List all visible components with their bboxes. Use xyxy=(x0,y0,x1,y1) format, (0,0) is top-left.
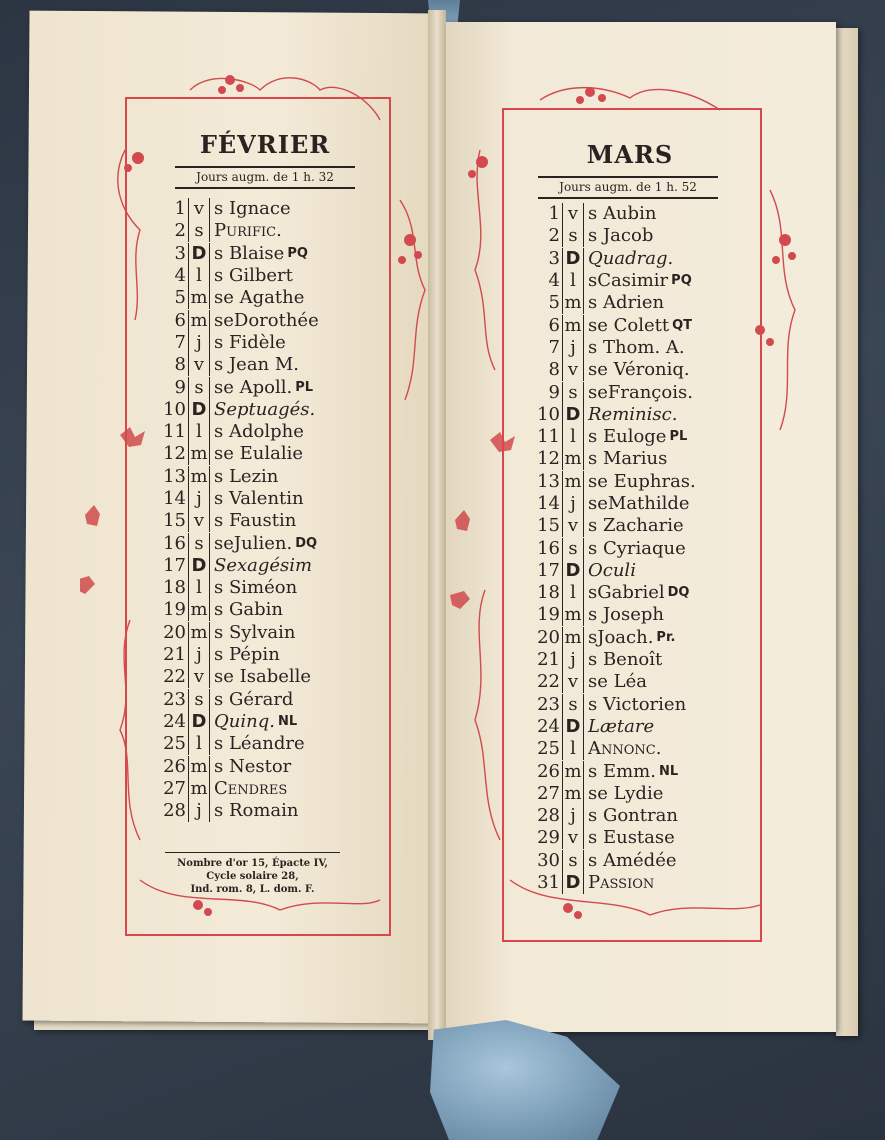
day-number: 7 xyxy=(548,336,560,358)
saint-name: s Euloge xyxy=(588,426,667,448)
saint-name: seJulien. xyxy=(214,532,293,554)
calendar-day-row xyxy=(534,649,696,671)
footer-line-3: Ind. rom. 8, L. dom. F. xyxy=(190,884,315,895)
saint-name: sJoach. xyxy=(588,626,654,648)
weekday-letter: m xyxy=(188,622,210,644)
calendar-day-row xyxy=(534,716,696,738)
saint-name: s Eustase xyxy=(588,827,675,849)
day-number: 14 xyxy=(537,493,560,514)
calendar-day-row xyxy=(160,622,319,644)
weekday-letter: s xyxy=(188,220,210,242)
calendar-day-row xyxy=(534,560,696,582)
calendar-day-row xyxy=(160,755,319,777)
weekday-letter: j xyxy=(188,644,210,666)
calendar-day-row xyxy=(534,694,696,716)
weekday-letter: j xyxy=(562,493,584,515)
calendar-day-row xyxy=(160,644,319,666)
day-number: 19 xyxy=(537,604,560,626)
weekday-letter: m xyxy=(562,471,584,493)
calendar-day-row xyxy=(160,243,319,265)
footer-line-1: Nombre d'or 15, Épacte IV, xyxy=(177,858,328,869)
calendar-day-row xyxy=(534,270,696,292)
saint-name: s Blaise xyxy=(214,242,285,264)
day-number: 20 xyxy=(537,626,560,648)
saint-name: Quinq. xyxy=(214,710,275,732)
saint-name: Lætare xyxy=(588,715,655,737)
right-month-title: MARS xyxy=(586,140,674,169)
calendar-day-row xyxy=(534,827,696,849)
calendar-day-row xyxy=(534,671,696,693)
weekday-letter: j xyxy=(188,488,210,510)
weekday-letter: s xyxy=(562,538,584,560)
calendar-day-row xyxy=(160,577,319,599)
saint-name: se Colett xyxy=(588,314,670,336)
weekday-letter: j xyxy=(188,332,210,354)
saint-name: s Joseph xyxy=(588,604,665,626)
ribbon-bookmark-bottom xyxy=(430,1020,620,1140)
calendar-day-row xyxy=(160,399,319,421)
saint-name: Annonc. xyxy=(588,738,662,760)
saint-name: s Siméon xyxy=(214,577,298,599)
calendar-day-row xyxy=(160,265,319,287)
saint-name: s Ignace xyxy=(214,198,291,220)
day-number: 24 xyxy=(163,710,186,732)
weekday-letter: v xyxy=(562,359,584,381)
day-number: 20 xyxy=(163,621,186,643)
day-number: 10 xyxy=(537,403,560,425)
weekday-letter: l xyxy=(562,738,584,760)
weekday-letter: m xyxy=(562,783,584,805)
saint-name: s Marius xyxy=(588,448,668,470)
day-number: 18 xyxy=(163,577,186,599)
saint-name: Reminisc. xyxy=(588,403,678,425)
day-number: 1 xyxy=(548,203,560,225)
day-number: 13 xyxy=(163,465,186,487)
calendar-day-row xyxy=(534,493,696,515)
calendar-day-row xyxy=(534,225,696,247)
left-page-footer xyxy=(165,852,340,896)
calendar-day-row xyxy=(534,515,696,537)
moon-phase-label: PQ xyxy=(287,245,308,261)
day-number: 27 xyxy=(163,777,186,799)
calendar-day-row xyxy=(534,537,696,559)
calendar-day-row xyxy=(160,733,319,755)
weekday-letter: v xyxy=(188,198,210,220)
weekday-letter: l xyxy=(188,265,210,287)
day-number: 9 xyxy=(174,376,186,398)
saint-name: s Benoît xyxy=(588,649,663,671)
day-number: 28 xyxy=(163,800,186,822)
saint-name: Septuagés. xyxy=(214,398,316,420)
weekday-letter: s xyxy=(562,382,584,404)
calendar-day-row xyxy=(534,582,696,604)
weekday-letter: m xyxy=(562,627,584,649)
saint-name: s Faustin xyxy=(214,510,297,532)
weekday-letter: l xyxy=(562,270,584,292)
moon-phase-label: DQ xyxy=(667,585,690,601)
weekday-letter: j xyxy=(562,337,584,359)
calendar-day-row xyxy=(534,805,696,827)
saint-name: seFrançois. xyxy=(588,381,693,403)
calendar-day-row xyxy=(160,421,319,443)
day-number: 10 xyxy=(163,398,186,420)
calendar-day-row xyxy=(160,666,319,688)
moon-phase-label: NL xyxy=(277,713,298,729)
calendar-day-row xyxy=(534,471,696,493)
saint-name: s Jean M. xyxy=(214,354,300,376)
day-number: 27 xyxy=(537,782,560,804)
calendar-day-row xyxy=(160,599,319,621)
moon-phase-label: QT xyxy=(672,317,693,333)
day-number: 18 xyxy=(537,582,560,604)
day-number: 14 xyxy=(163,488,186,509)
weekday-letter: m xyxy=(188,443,210,465)
saint-name: Purific. xyxy=(214,220,282,242)
day-number: 21 xyxy=(537,649,560,671)
weekday-letter: l xyxy=(562,426,584,448)
day-number: 15 xyxy=(537,515,560,537)
weekday-letter: v xyxy=(562,671,584,693)
saint-name: s Gabin xyxy=(214,599,283,621)
day-number: 26 xyxy=(537,760,560,782)
weekday-letter: j xyxy=(562,805,584,827)
weekday-letter: v xyxy=(562,827,584,849)
calendar-day-row xyxy=(160,466,319,488)
calendar-day-row xyxy=(160,376,319,398)
weekday-letter: v xyxy=(562,515,584,537)
calendar-day-row xyxy=(160,488,319,510)
weekday-letter: m xyxy=(188,310,210,332)
day-number: 5 xyxy=(548,292,560,314)
weekday-letter: m xyxy=(562,604,584,626)
saint-name: s Victorien xyxy=(588,693,687,715)
weekday-letter: v xyxy=(188,354,210,376)
calendar-day-row xyxy=(160,689,319,711)
calendar-day-row xyxy=(160,220,319,242)
saint-name: se Véroniq. xyxy=(588,359,690,381)
day-number: 22 xyxy=(537,671,560,693)
day-number: 6 xyxy=(174,309,186,331)
weekday-letter: m xyxy=(188,599,210,621)
saint-name: se Agathe xyxy=(214,287,305,309)
weekday-letter: m xyxy=(188,778,210,800)
saint-name: s Fidèle xyxy=(214,331,286,353)
calendar-day-row xyxy=(160,354,319,376)
left-month-subtitle: Jours augm. de 1 h. 32 xyxy=(175,166,355,189)
day-number: 25 xyxy=(537,738,560,760)
saint-name: s Gérard xyxy=(214,688,294,710)
footer-line-2: Cycle solaire 28, xyxy=(206,871,299,882)
saint-name: se Léa xyxy=(588,671,647,693)
day-number: 15 xyxy=(163,510,186,532)
calendar-day-row xyxy=(534,404,696,426)
day-number: 21 xyxy=(163,644,186,666)
saint-name: s Gilbert xyxy=(214,265,293,287)
weekday-letter: m xyxy=(562,448,584,470)
saint-name: s Lezin xyxy=(214,465,279,487)
moon-phase-label: NL xyxy=(658,763,679,779)
saint-name: se Eulalie xyxy=(214,443,303,465)
calendar-day-row xyxy=(160,309,319,331)
saint-name: s Aubin xyxy=(588,203,657,225)
calendar-day-row xyxy=(534,627,696,649)
weekday-letter: D xyxy=(562,716,584,738)
saint-name: s Léandre xyxy=(214,733,305,755)
weekday-letter: m xyxy=(562,315,584,337)
day-number: 5 xyxy=(174,287,186,309)
saint-name: seDorothée xyxy=(214,309,319,331)
saint-name: Oculi xyxy=(588,559,636,581)
calendar-day-row xyxy=(160,711,319,733)
saint-name: s Adolphe xyxy=(214,421,304,443)
day-number: 11 xyxy=(163,421,186,443)
saint-name: seMathilde xyxy=(588,493,690,514)
weekday-letter: s xyxy=(562,225,584,247)
day-number: 3 xyxy=(548,247,560,269)
day-number: 2 xyxy=(174,220,186,242)
saint-name: s Romain xyxy=(214,800,299,822)
weekday-letter: l xyxy=(188,421,210,443)
weekday-letter: l xyxy=(562,582,584,604)
calendar-day-row xyxy=(160,510,319,532)
calendar-day-row xyxy=(160,198,319,220)
saint-name: s Gontran xyxy=(588,805,678,827)
calendar-day-row xyxy=(160,555,319,577)
calendar-day-row xyxy=(534,359,696,381)
calendar-day-row xyxy=(534,248,696,270)
day-number: 2 xyxy=(548,225,560,247)
calendar-day-row xyxy=(534,850,696,872)
weekday-letter: v xyxy=(188,510,210,532)
day-number: 4 xyxy=(548,270,560,292)
saint-name: s Emm. xyxy=(588,760,656,782)
calendar-day-row xyxy=(534,381,696,403)
calendar-day-row xyxy=(534,314,696,336)
day-number: 4 xyxy=(174,265,186,287)
weekday-letter: m xyxy=(188,287,210,309)
day-number: 25 xyxy=(163,733,186,755)
day-number: 13 xyxy=(537,470,560,492)
saint-name: se Euphras. xyxy=(588,470,696,492)
weekday-letter: D xyxy=(562,560,584,582)
saint-name: s Nestor xyxy=(214,755,292,777)
right-calendar-list xyxy=(534,203,696,894)
moon-phase-label: PQ xyxy=(671,273,692,289)
calendar-day-row xyxy=(160,532,319,554)
calendar-day-row xyxy=(160,332,319,354)
weekday-letter: D xyxy=(562,404,584,426)
calendar-day-row xyxy=(534,292,696,314)
day-number: 23 xyxy=(163,688,186,710)
calendar-day-row xyxy=(160,443,319,465)
day-number: 6 xyxy=(548,314,560,336)
day-number: 8 xyxy=(174,354,186,376)
moon-phase-label: Pr. xyxy=(656,629,676,645)
day-number: 12 xyxy=(537,448,560,470)
day-number: 22 xyxy=(163,666,186,688)
weekday-letter: D xyxy=(188,243,210,265)
weekday-letter: m xyxy=(188,466,210,488)
saint-name: se Isabelle xyxy=(214,666,312,688)
saint-name: s Pépin xyxy=(214,644,280,666)
day-number: 28 xyxy=(537,805,560,827)
day-number: 12 xyxy=(163,443,186,465)
day-number: 8 xyxy=(548,359,560,381)
weekday-letter: s xyxy=(188,689,210,711)
calendar-day-row xyxy=(534,872,696,894)
day-number: 26 xyxy=(163,755,186,777)
day-number: 19 xyxy=(163,599,186,621)
weekday-letter: m xyxy=(562,761,584,783)
saint-name: se Apoll. xyxy=(214,376,293,398)
right-page-edge xyxy=(836,28,858,1036)
calendar-day-row xyxy=(534,738,696,760)
day-number: 30 xyxy=(537,849,560,871)
day-number: 29 xyxy=(537,827,560,849)
saint-name: s Valentin xyxy=(214,488,304,509)
weekday-letter: D xyxy=(188,399,210,421)
day-number: 11 xyxy=(537,426,560,448)
day-number: 3 xyxy=(174,242,186,264)
day-number: 17 xyxy=(163,554,186,576)
saint-name: s Jacob xyxy=(588,225,654,247)
saint-name: Cendres xyxy=(214,777,288,799)
day-number: 24 xyxy=(537,715,560,737)
saint-name: s Sylvain xyxy=(214,621,296,643)
calendar-day-row xyxy=(534,783,696,805)
weekday-letter: m xyxy=(188,756,210,778)
day-number: 17 xyxy=(537,559,560,581)
calendar-day-row xyxy=(534,448,696,470)
weekday-letter: v xyxy=(188,666,210,688)
saint-name: s Thom. A. xyxy=(588,336,685,358)
day-number: 16 xyxy=(163,532,186,554)
left-month-title: FÉVRIER xyxy=(199,130,331,159)
calendar-day-row xyxy=(534,604,696,626)
calendar-day-row xyxy=(160,287,319,309)
moon-phase-label: PL xyxy=(295,379,314,395)
weekday-letter: D xyxy=(188,555,210,577)
day-number: 31 xyxy=(537,872,560,894)
weekday-letter: s xyxy=(188,377,210,399)
saint-name: sGabriel xyxy=(588,582,665,604)
saint-name: s Zacharie xyxy=(588,515,684,537)
calendar-day-row xyxy=(534,203,696,225)
weekday-letter: j xyxy=(188,800,210,822)
saint-name: s Amédée xyxy=(588,849,677,871)
weekday-letter: D xyxy=(188,711,210,733)
calendar-day-row xyxy=(534,337,696,359)
right-month-subtitle: Jours augm. de 1 h. 52 xyxy=(538,176,718,199)
day-number: 9 xyxy=(548,381,560,403)
weekday-letter: D xyxy=(562,872,584,894)
calendar-day-row xyxy=(160,778,319,800)
weekday-letter: j xyxy=(562,649,584,671)
moon-phase-label: DQ xyxy=(295,535,318,551)
left-calendar-list xyxy=(160,198,319,822)
moon-phase-label: PL xyxy=(669,429,688,445)
weekday-letter: s xyxy=(188,533,210,555)
saint-name: s Adrien xyxy=(588,292,665,314)
weekday-letter: l xyxy=(188,733,210,755)
day-number: 16 xyxy=(537,537,560,559)
weekday-letter: s xyxy=(562,850,584,872)
calendar-day-row xyxy=(160,800,319,822)
day-number: 7 xyxy=(174,331,186,353)
weekday-letter: l xyxy=(188,577,210,599)
saint-name: se Lydie xyxy=(588,782,664,804)
calendar-day-row xyxy=(534,426,696,448)
day-number: 23 xyxy=(537,693,560,715)
saint-name: sCasimir xyxy=(588,270,669,292)
saint-name: Quadrag. xyxy=(588,247,674,269)
calendar-day-row xyxy=(534,760,696,782)
weekday-letter: m xyxy=(562,292,584,314)
saint-name: s Cyriaque xyxy=(588,537,686,559)
saint-name: Passion xyxy=(588,872,655,894)
day-number: 1 xyxy=(174,198,186,220)
weekday-letter: D xyxy=(562,248,584,270)
saint-name: Sexagésim xyxy=(214,554,313,576)
weekday-letter: v xyxy=(562,203,584,225)
weekday-letter: s xyxy=(562,694,584,716)
